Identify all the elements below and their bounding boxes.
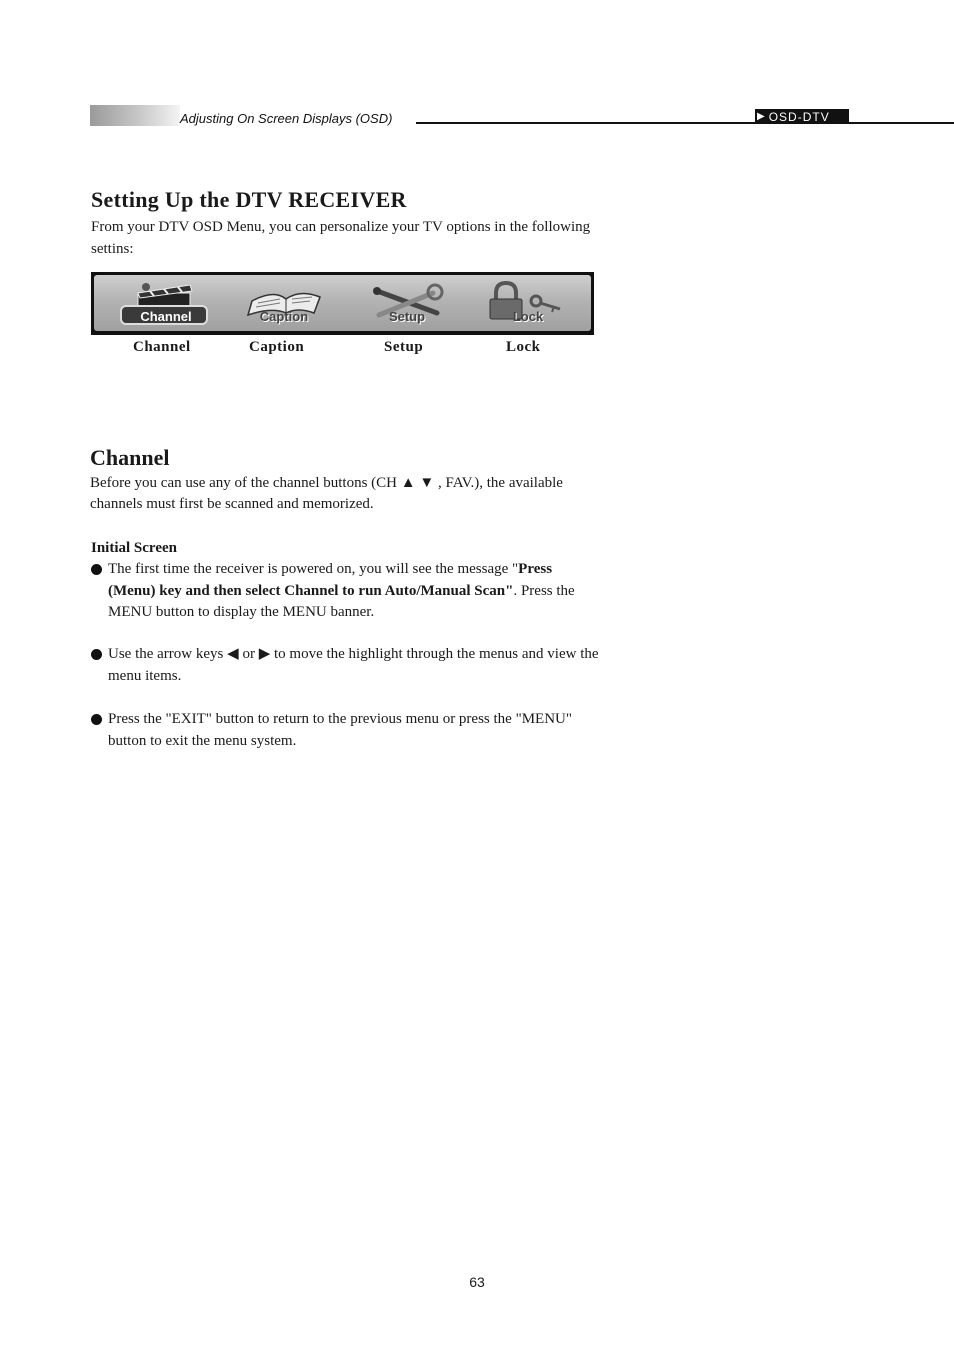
menu-item-label: Setup [388,309,426,324]
header-rule [416,122,954,124]
setup-intro: From your DTV OSD Menu, you can personalize your TV options in the following settins: [91,219,591,257]
setup-heading: Setting Up the DTV RECEIVER [91,187,407,212]
section-tag [755,109,849,124]
down-triangle-icon: ▼ [419,475,435,491]
channel-heading: Channel [90,445,170,470]
channel-intro: Before you can use any of the channel buttons (CH ▲ ▼ , FAV.), the available channels must first be scanned and memorized. [90,475,563,512]
section-tag-label: OSD-DTV [768,109,830,124]
menu-item-label: Caption [259,309,309,324]
caption-channel: Channel [133,339,191,355]
list-item: The first time the receiver is powered on, you will see the message "Press (Menu) key and then select Channel to run Auto/Manual Scan". Press the MENU button to display the MENU banner. [91,559,601,624]
osd-menu-banner [91,272,594,335]
menu-item-label: Channel [140,309,192,324]
list-item: Press the "EXIT" button to return to the previous menu or press the "MENU" button to exit the menu system. [91,709,601,752]
menu-item-setup[interactable] [357,281,457,327]
caption-setup: Setup [384,339,424,355]
section-title: Adjusting On Screen Displays (OSD) [180,111,393,126]
header-gradient-bar [90,105,180,126]
list-item: Use the arrow keys ◀ or ▶ to move the highlight through the menus and view the menu items. [91,644,601,687]
right-triangle-icon: ▶ [757,111,766,122]
bullet-icon [91,714,102,725]
up-triangle-icon: ▲ [400,475,416,491]
menu-item-channel[interactable] [116,281,216,327]
caption-lock: Lock [506,339,541,355]
menu-item-lock[interactable] [478,281,578,327]
bullet-icon [91,564,102,575]
right-triangle-icon: ▶ [258,646,271,662]
initial-screen-heading: Initial Screen [91,540,177,556]
left-triangle-icon: ◀ [227,646,239,662]
bullet-icon [91,649,102,660]
page-number: 63 [469,1274,485,1290]
menu-item-caption[interactable] [234,281,334,327]
menu-item-label: Lock [512,309,544,324]
caption-caption: Caption [249,339,305,355]
